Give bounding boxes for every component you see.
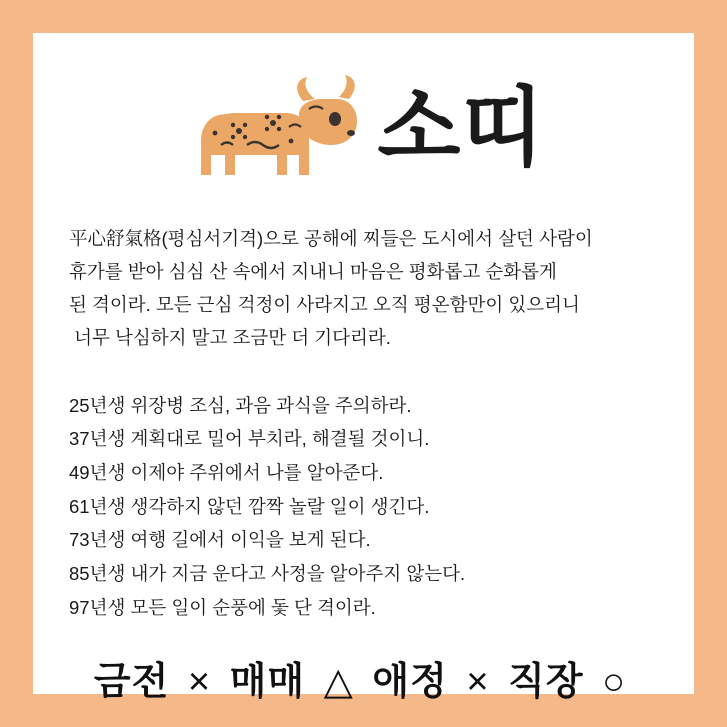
- card-body: [69, 223, 658, 624]
- intro-line: 휴가를 받아 심심 산 속에서 지내니 마음은 평화롭고 순화롭게: [69, 260, 557, 282]
- summary-trade-mark: △: [323, 661, 354, 704]
- summary-money-mark: ×: [187, 661, 212, 704]
- fortune-card: [33, 33, 694, 704]
- intro-line: 너무 낙심하지 말고 조금만 더 기다리라.: [69, 326, 391, 348]
- list-item: 49년생 이제야 주위에서 나를 알아준다.: [69, 462, 384, 483]
- list-item: 85년생 내가 지금 운다고 사정을 알아주지 않는다.: [69, 562, 466, 584]
- card-header: [33, 61, 694, 201]
- ox-illustration-icon: [181, 71, 371, 191]
- list-item: 61년생 생각하지 않던 깜짝 놀랄 일이 생긴다.: [69, 495, 430, 517]
- page-title: 소띠: [377, 80, 546, 176]
- summary-row: [33, 650, 694, 705]
- list-item: 37년생 계획대로 밀어 부치라, 해결될 것이니.: [69, 428, 430, 450]
- intro-line: 平心舒氣格(평심서기격)으로 공해에 찌들은 도시에서 살던 사람이: [69, 228, 593, 249]
- fortune-list: [69, 389, 658, 625]
- list-item: 97년생 모든 일이 순풍에 돛 단 격이라.: [69, 596, 376, 618]
- list-item: 25년생 위장병 조심, 과음 과식을 주의하라.: [69, 394, 412, 416]
- intro-paragraph: [69, 223, 658, 355]
- summary-money-label: 금전: [93, 661, 170, 704]
- summary-work-mark: ○: [602, 661, 627, 704]
- summary-work-label: 직장: [508, 661, 584, 704]
- summary-love-label: 애정: [372, 661, 448, 704]
- summary-trade-label: 매매: [229, 661, 306, 704]
- summary-love-mark: ×: [466, 661, 490, 704]
- list-item: 73년생 여행 길에서 이익을 보게 된다.: [69, 529, 371, 551]
- intro-line: 된 격이라. 모든 근심 걱정이 사라지고 오직 평온함만이 있으리니: [69, 293, 580, 315]
